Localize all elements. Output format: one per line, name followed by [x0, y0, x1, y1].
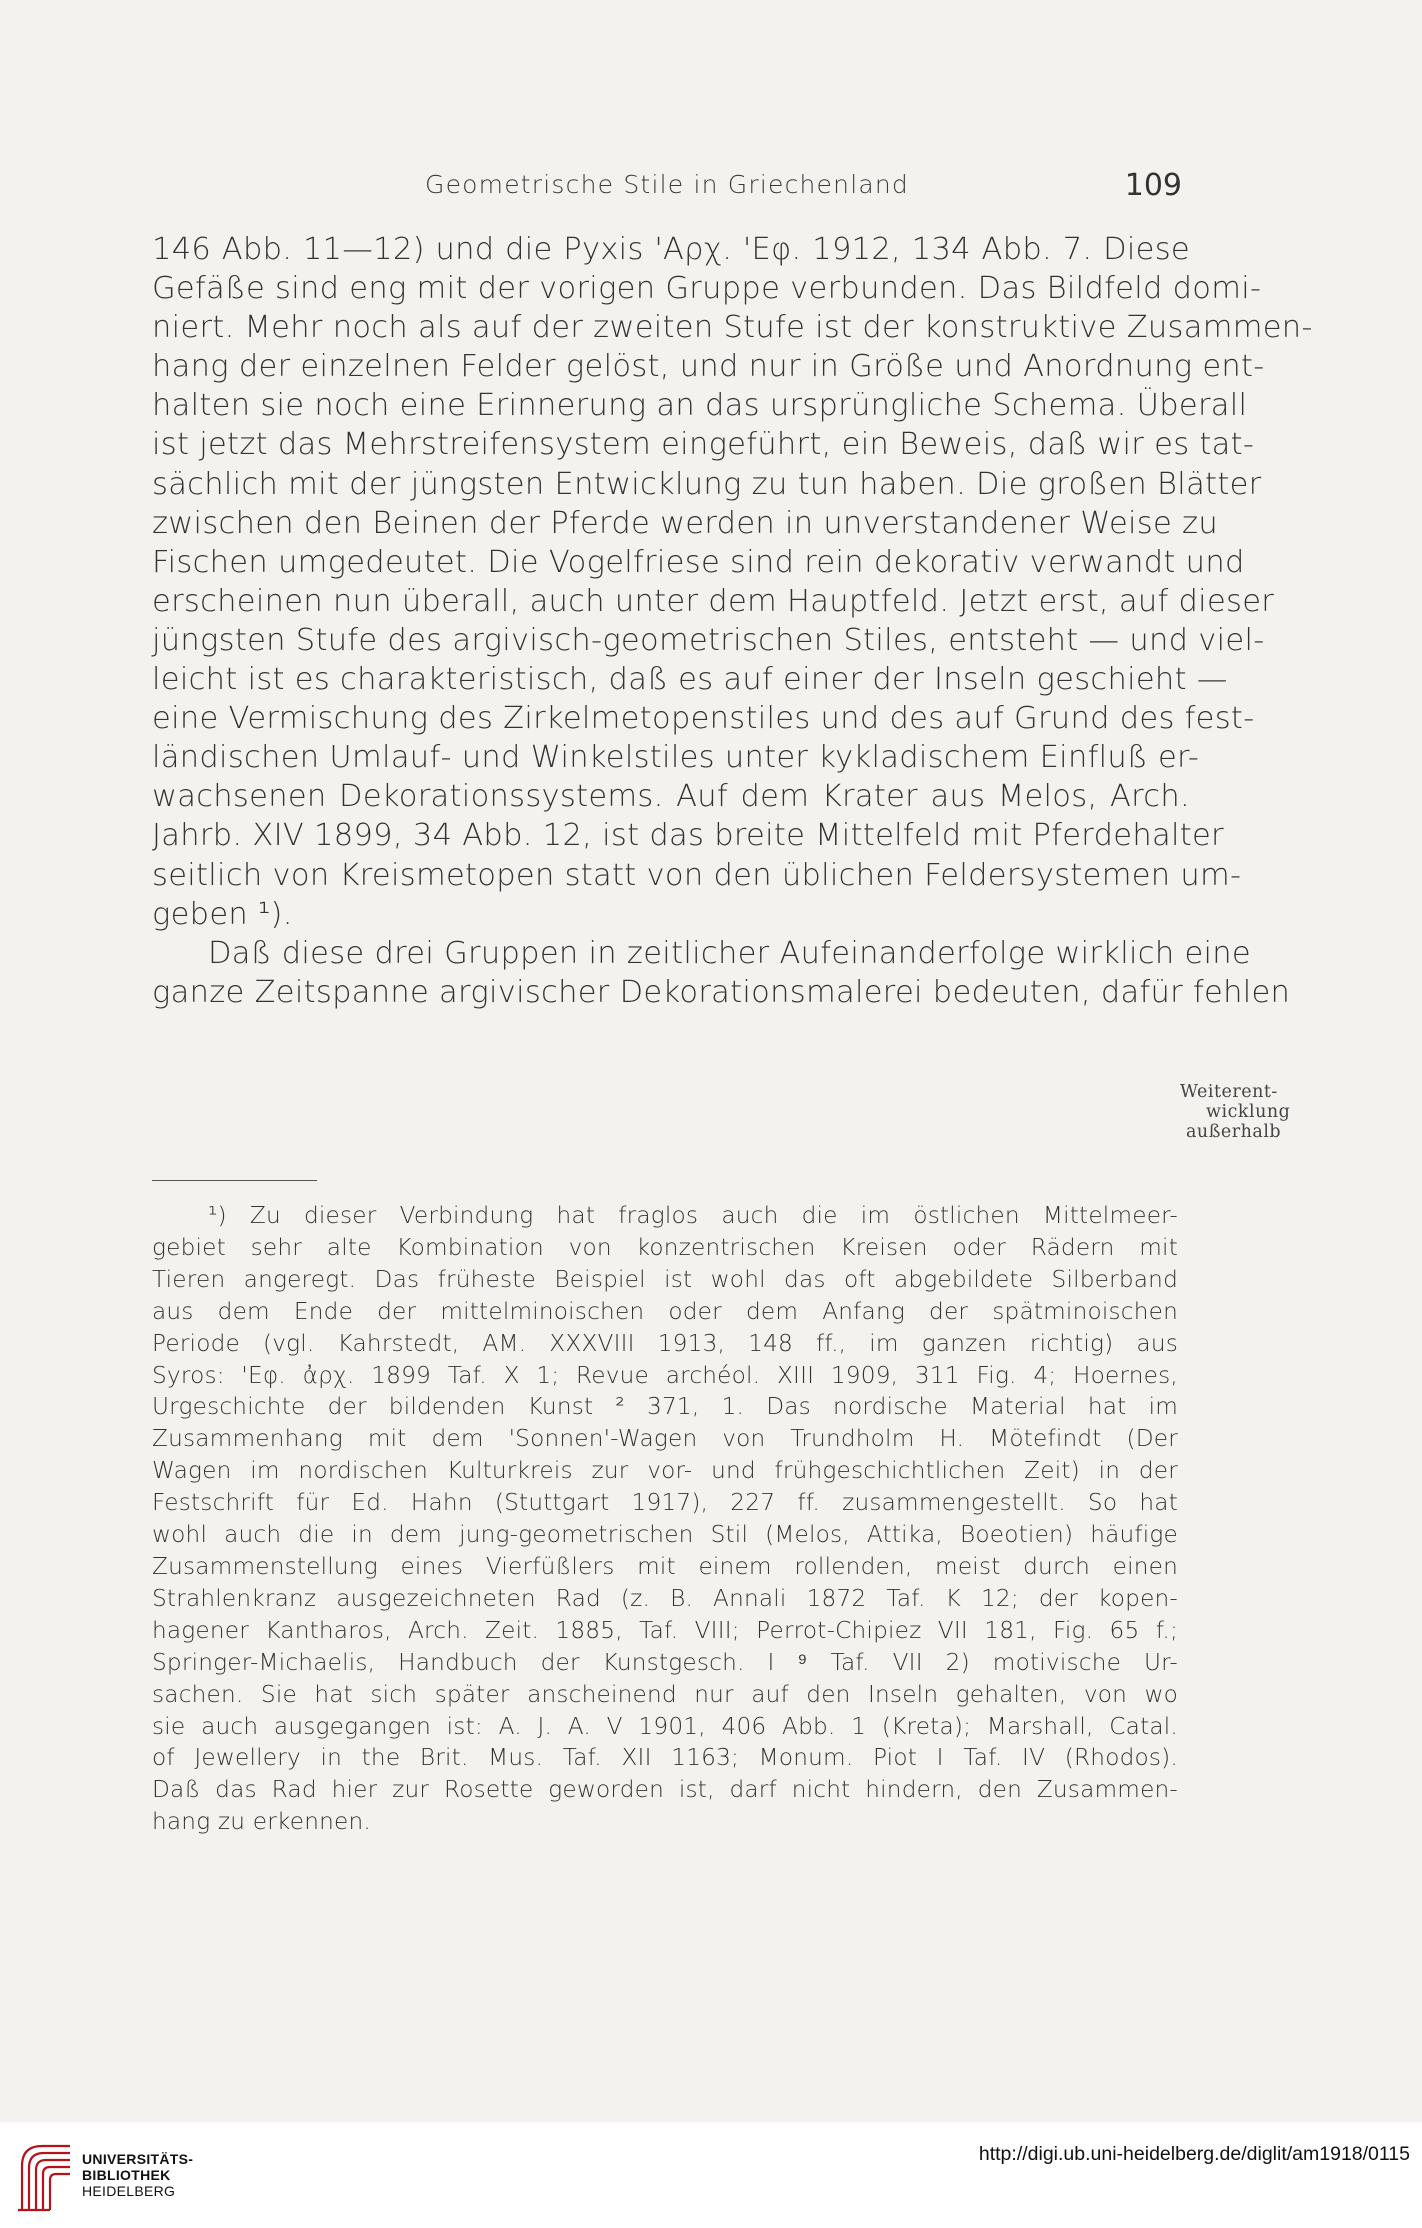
- footnote-line: gebiet sehr alte Kombination von konzentrischen Kreisen oder Rädern mit: [152, 1233, 1178, 1261]
- text-line: seitlich von Kreismetopen statt von den üblichen Feldersystemen um-: [152, 857, 1242, 893]
- text-line: ist jetzt das Mehrstreifensystem eingeführt, ein Beweis, daß wir es tat-: [152, 427, 1255, 463]
- text-line: jüngsten Stufe des argivisch-geometrischen Stiles, entsteht — und viel-: [152, 622, 1265, 658]
- text-line: ganze Zeitspanne argivischer Dekorationsmalerei bedeuten, dafür fehlen: [152, 974, 1291, 1010]
- library-name-line: HEIDELBERG: [82, 2183, 176, 2199]
- text-line: leicht ist es charakteristisch, daß es auf einer der Inseln geschieht —: [152, 662, 1228, 698]
- library-name-line: UNIVERSITÄTS-: [82, 2151, 194, 2167]
- footnote-line: Springer-Michaelis, Handbuch der Kunstgesch. I ⁹ Taf. VII 2) motivische Ur-: [152, 1648, 1178, 1676]
- margin-note: [1180, 1082, 1340, 1142]
- text-line: Jahrb. XIV 1899, 34 Abb. 12, ist das breite Mittelfeld mit Pferdehalter: [152, 818, 1224, 854]
- footnote-line: sachen. Sie hat sich später anscheinend nur auf den Inseln gehalten, von wo: [152, 1680, 1178, 1708]
- text-line: eine Vermischung des Zirkelmetopenstiles und des auf Grund des fest-: [152, 701, 1255, 737]
- footnote-block: [152, 1200, 1178, 1838]
- footnote-line: sie auch ausgegangen ist: A. J. A. V 1901, 406 Abb. 1 (Kreta); Marshall, Catal.: [152, 1712, 1178, 1740]
- text-line: erscheinen nun überall, auch unter dem Hauptfeld. Jetzt erst, auf dieser: [152, 583, 1275, 619]
- footer-bar: [0, 2122, 1422, 2228]
- source-url-link[interactable]: http://digi.ub.uni-heidelberg.de/diglit/am1918/0115: [978, 2143, 1410, 2165]
- library-logo-icon[interactable]: [14, 2136, 78, 2214]
- footnote-line: wohl auch die in dem jung-geometrischen Stil (Melos, Attika, Boeotien) häufige: [152, 1521, 1178, 1549]
- paragraph-2: [152, 934, 1291, 1012]
- footnote-line: Periode (vgl. Kahrstedt, AM. XXXVIII 1913, 148 ff., im ganzen richtig) aus: [152, 1329, 1178, 1357]
- footnote-divider: [152, 1180, 317, 1181]
- running-header: [152, 168, 1182, 208]
- text-line: hang der einzelnen Felder gelöst, und nur in Größe und Anordnung ent-: [152, 349, 1265, 385]
- footnote-line: Tieren angeregt. Das früheste Beispiel ist wohl das oft abgebildete Silberband: [152, 1265, 1178, 1293]
- margin-note-line: außerhalb: [1186, 1122, 1282, 1142]
- footnote-line: Festschrift für Ed. Hahn (Stuttgart 1917), 227 ff. zusammengestellt. So hat: [152, 1489, 1178, 1517]
- footnote-line: ¹) Zu dieser Verbindung hat fraglos auch die im östlichen Mittelmeer-: [208, 1202, 1178, 1229]
- text-line: ländischen Umlauf- und Winkelstiles unter kykladischem Einfluß er-: [152, 740, 1200, 776]
- text-line: Gefäße sind eng mit der vorigen Gruppe verbunden. Das Bildfeld domi-: [152, 271, 1262, 307]
- text-line: halten sie noch eine Erinnerung an das ursprüngliche Schema. Überall: [152, 388, 1248, 424]
- text-line: zwischen den Beinen der Pferde werden in unverstandener Weise zu: [152, 505, 1218, 541]
- library-name: [82, 2151, 193, 2199]
- text-line: 146 Abb. 11—12) und die Pyxis 'Αρχ. 'Εφ. 1912, 134 Abb. 7. Diese: [152, 232, 1190, 267]
- footnote-line: Zusammenhang mit dem 'Sonnen'-Wagen von Trundholm H. Mötefindt (Der: [152, 1425, 1178, 1453]
- text-line: Daß diese drei Gruppen in zeitlicher Aufeinanderfolge wirklich eine: [208, 935, 1251, 971]
- text-line: sächlich mit der jüngsten Entwicklung zu tun haben. Die großen Blätter: [152, 466, 1262, 502]
- library-name-line: BIBLIOTHEK: [82, 2167, 171, 2183]
- footnote-line: Daß das Rad hier zur Rosette geworden ist, darf nicht hindern, den Zusammen-: [152, 1776, 1178, 1804]
- margin-note-line: wicklung: [1206, 1102, 1291, 1122]
- footnote-line: hang zu erkennen.: [152, 1808, 371, 1836]
- footnote-line: Zusammenstellung eines Vierfüßlers mit einem rollenden, meist durch einen: [152, 1552, 1178, 1580]
- footnote-line: Strahlenkranz ausgezeichneten Rad (z. B. Annali 1872 Taf. K 12; der kopen-: [152, 1584, 1178, 1612]
- text-line: wachsenen Dekorationssystems. Auf dem Krater aus Melos, Arch.: [152, 779, 1190, 815]
- page-number: 109: [1124, 168, 1182, 203]
- footnote-line: aus dem Ende der mittelminoischen oder dem Anfang der spätminoischen: [152, 1297, 1178, 1325]
- body-text: [152, 230, 1313, 1012]
- footnote-line: Urgeschichte der bildenden Kunst ² 371, 1. Das nordische Material hat im: [152, 1393, 1178, 1421]
- footnote-line: Syros: 'Εφ. ἀρχ. 1899 Taf. X 1; Revue archéol. XIII 1909, 311 Fig. 4; Hoernes,: [152, 1361, 1178, 1389]
- header-title: Geometrische Stile in Griechenland: [425, 170, 909, 199]
- margin-note-line: Weiterent-: [1180, 1082, 1278, 1102]
- footnote-line: hagener Kantharos, Arch. Zeit. 1885, Taf. VIII; Perrot-Chipiez VII 181, Fig. 65 f.;: [152, 1616, 1178, 1644]
- text-line: geben ¹).: [152, 896, 293, 932]
- text-line: niert. Mehr noch als auf der zweiten Stufe ist der konstruktive Zusammen-: [152, 310, 1313, 346]
- paragraph-1: [152, 230, 1313, 934]
- footnote-line: of Jewellery in the Brit. Mus. Taf. XII 1163; Monum. Piot I Taf. IV (Rhodos).: [152, 1744, 1178, 1772]
- footnote-line: Wagen im nordischen Kulturkreis zur vor- und frühgeschichtlichen Zeit) in der: [152, 1457, 1178, 1485]
- text-line: Fischen umgedeutet. Die Vogelfriese sind rein dekorativ verwandt und: [152, 544, 1245, 580]
